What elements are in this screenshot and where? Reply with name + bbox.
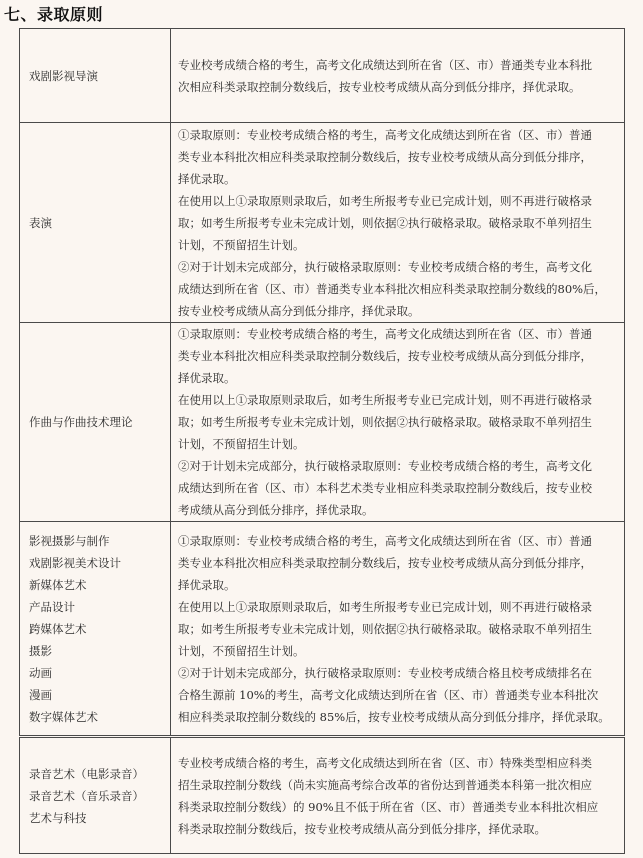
major-cell [20,29,171,123]
major-name: 戏剧影视美术设计 [29,555,121,570]
major-cell [20,123,171,323]
major-name: 作曲与作曲技术理论 [29,415,133,429]
table-row [20,522,625,737]
rule-text-line: 招生录取控制分数线（尚未实施高考综合改革的省份达到普通类本科第一批次相应 [178,777,592,792]
rule-text-line: 在使用以上①录取原则录取后，如考生所报考专业已完成计划，则不再进行破格录 [178,599,592,614]
rule-text-line: 取；如考生所报考专业未完成计划，则依据②执行破格录取。破格录取不单列招生 [178,621,592,636]
rule-text-line: 考成绩从高分到低分排序，择优录取。 [178,503,374,517]
major-name: 表演 [29,215,52,230]
major-name: 戏剧影视导演 [29,68,98,83]
rule-text-line: 计划，不预留招生计划。 [178,437,305,451]
rule-text-line: 计划，不预留招生计划。 [178,237,305,252]
rule-text-line: 次相应科类录取控制分数线后，按专业校考成绩从高分到低分排序，择优录取。 [178,79,581,94]
rule-cell [171,737,625,854]
rule-text-line: 专业校考成绩合格的考生，高考文化成绩达到所在省（区、市）普通类专业本科批 [178,57,592,72]
rule-text-line: ②对于计划未完成部分，执行破格录取原则：专业校考成绩合格的考生，高考文化 [178,459,592,473]
major-name: 动画 [29,665,52,680]
rule-text-line: 按专业校考成绩从高分到低分排序，择优录取。 [178,303,420,318]
table-row [20,323,625,522]
rule-text-line: 择优录取。 [178,577,236,592]
rule-cell [171,323,625,522]
major-name: 数字媒体艺术 [29,709,98,724]
table-row [20,29,625,123]
major-name: 跨媒体艺术 [29,621,87,636]
admission-rules-table [19,28,625,854]
major-name: 艺术与科技 [29,810,87,825]
rule-text-line: ①录取原则：专业校考成绩合格的考生，高考文化成绩达到所在省（区、市）普通 [178,327,592,341]
rule-text-line: 类专业本科批次相应科类录取控制分数线后，按专业校考成绩从高分到低分排序， [178,149,592,164]
rule-text-line: 类专业本科批次相应科类录取控制分数线后，按专业校考成绩从高分到低分排序， [178,349,592,363]
rule-text-line: ②对于计划未完成部分，执行破格录取原则：专业校考成绩合格且校考成绩排名在 [178,665,592,680]
rule-cell [171,123,625,323]
rule-cell [171,29,625,123]
major-name: 产品设计 [29,599,75,614]
major-name: 录音艺术（电影录音） [29,766,144,781]
rule-text-line: 合格生源前 10%的考生，高考文化成绩达到所在省（区、市）普通类专业本科批次 [178,687,599,702]
major-cell [20,323,171,522]
rule-text-line: 计划，不预留招生计划。 [178,643,305,658]
rule-text-line: ①录取原则：专业校考成绩合格的考生，高考文化成绩达到所在省（区、市）普通 [178,127,592,142]
table-row [20,123,625,323]
rule-text-line: 择优录取。 [178,171,236,186]
major-cell [20,522,171,737]
rule-text-line: 相应科类录取控制分数线的 85%后，按专业校考成绩从高分到低分排序，择优录取。 [178,709,610,724]
rule-text-line: 取；如考生所报考专业未完成计划，则依据②执行破格录取。破格录取不单列招生 [178,215,592,230]
section-title: 七、录取原则 [4,5,104,24]
rule-text-line: 成绩达到所在省（区、市）本科艺术类专业相应科类录取控制分数线后，按专业校 [178,481,592,495]
rule-text-line: 成绩达到所在省（区、市）普通类专业本科批次相应科类录取控制分数线的80%后， [178,281,607,296]
rule-text-line: ①录取原则：专业校考成绩合格的考生，高考文化成绩达到所在省（区、市）普通 [178,533,592,548]
major-name: 录音艺术（音乐录音） [29,788,144,803]
rule-text-line: 取；如考生所报考专业未完成计划，则依据②执行破格录取。破格录取不单列招生 [178,415,592,429]
major-name: 影视摄影与制作 [29,533,110,548]
rule-text-line: 类专业本科批次相应科类录取控制分数线后，按专业校考成绩从高分到低分排序， [178,555,592,570]
major-cell [20,737,171,854]
rule-text-line: ②对于计划未完成部分，执行破格录取原则：专业校考成绩合格的考生，高考文化 [178,259,592,274]
rule-text-line: 在使用以上①录取原则录取后，如考生所报考专业已完成计划，则不再进行破格录 [178,393,592,407]
major-name: 漫画 [29,687,52,702]
rule-text-line: 专业校考成绩合格的考生，高考文化成绩达到所在省（区、市）特殊类型相应科类 [178,755,592,770]
rule-text-line: 科类录取控制分数线）的 90%且不低于所在省（区、市）普通类专业本科批次相应 [178,799,599,814]
major-name: 新媒体艺术 [29,577,87,592]
rule-text-line: 科类录取控制分数线后，按专业校考成绩从高分到低分排序，择优录取。 [178,821,546,836]
rule-text-line: 在使用以上①录取原则录取后，如考生所报考专业已完成计划，则不再进行破格录 [178,193,592,208]
major-name: 摄影 [29,643,52,658]
rule-text-line: 择优录取。 [178,371,236,385]
table-row [20,737,625,854]
rule-cell [171,522,625,737]
